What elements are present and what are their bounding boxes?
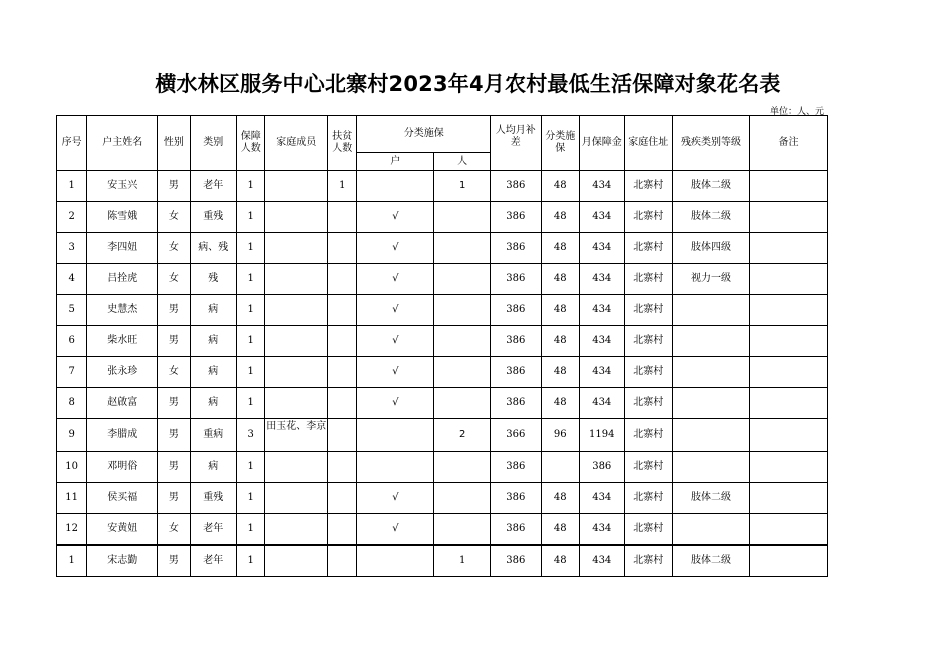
cell-monthly: 434 — [580, 202, 625, 233]
cell-class-amount: 48 — [541, 295, 579, 326]
cell-insured: 1 — [237, 388, 265, 419]
cell-members — [265, 233, 328, 264]
header-name: 户主姓名 — [87, 116, 158, 171]
cell-category: 重残 — [190, 483, 237, 514]
cell-name: 安黄妞 — [87, 514, 158, 546]
cell-remark — [749, 388, 827, 419]
cell-address: 北寨村 — [624, 233, 673, 264]
cell-class-amount: 48 — [541, 171, 579, 202]
cell-person — [434, 483, 491, 514]
header-disability: 残疾类别等级 — [673, 116, 750, 171]
header-class-amount: 分类施保 — [541, 116, 579, 171]
cell-seq: 9 — [57, 419, 87, 452]
cell-members — [265, 326, 328, 357]
table-row — [57, 171, 828, 202]
cell-household: √ — [357, 357, 434, 388]
cell-monthly: 434 — [580, 233, 625, 264]
header-category: 类别 — [190, 116, 237, 171]
cell-avg-subsidy: 386 — [490, 264, 541, 295]
cell-seq: 7 — [57, 357, 87, 388]
cell-poverty — [328, 357, 357, 388]
cell-address: 北寨村 — [624, 326, 673, 357]
cell-category: 残 — [190, 264, 237, 295]
table-row — [57, 264, 828, 295]
cell-person — [434, 514, 491, 546]
cell-name: 史慧杰 — [87, 295, 158, 326]
cell-remark — [749, 419, 827, 452]
header-row — [57, 116, 828, 153]
cell-monthly: 434 — [580, 326, 625, 357]
cell-person — [434, 388, 491, 419]
cell-household: √ — [357, 326, 434, 357]
header-household: 户 — [357, 153, 434, 171]
cell-address: 北寨村 — [624, 264, 673, 295]
cell-poverty — [328, 202, 357, 233]
cell-remark — [749, 171, 827, 202]
cell-avg-subsidy: 386 — [490, 514, 541, 546]
cell-household — [357, 452, 434, 483]
cell-remark — [749, 514, 827, 546]
cell-name: 宋志勤 — [87, 545, 158, 577]
cell-name: 柴水旺 — [87, 326, 158, 357]
cell-disability: 肢体二级 — [673, 171, 750, 202]
cell-class-amount: 48 — [541, 264, 579, 295]
cell-address: 北寨村 — [624, 388, 673, 419]
header-monthly: 月保障金 — [580, 116, 625, 171]
cell-address: 北寨村 — [624, 295, 673, 326]
cell-category: 重残 — [190, 202, 237, 233]
cell-name: 侯买福 — [87, 483, 158, 514]
cell-person — [434, 452, 491, 483]
cell-class-amount: 48 — [541, 202, 579, 233]
cell-insured: 1 — [237, 326, 265, 357]
cell-disability: 肢体二级 — [673, 202, 750, 233]
cell-person — [434, 202, 491, 233]
cell-class-amount: 48 — [541, 483, 579, 514]
cell-household: √ — [357, 202, 434, 233]
cell-members: 田玉花、李京 — [265, 419, 328, 452]
cell-gender: 女 — [158, 233, 190, 264]
cell-poverty — [328, 483, 357, 514]
cell-members — [265, 388, 328, 419]
cell-gender: 男 — [158, 388, 190, 419]
cell-gender: 男 — [158, 452, 190, 483]
cell-category: 老年 — [190, 545, 237, 577]
cell-name: 赵啟富 — [87, 388, 158, 419]
cell-poverty — [328, 233, 357, 264]
cell-gender: 女 — [158, 202, 190, 233]
cell-members — [265, 264, 328, 295]
cell-poverty — [328, 264, 357, 295]
cell-avg-subsidy: 386 — [490, 452, 541, 483]
cell-address: 北寨村 — [624, 514, 673, 546]
cell-members — [265, 295, 328, 326]
cell-name: 李腊成 — [87, 419, 158, 452]
cell-class-amount: 48 — [541, 357, 579, 388]
cell-category: 病 — [190, 357, 237, 388]
cell-insured: 1 — [237, 514, 265, 546]
cell-household: √ — [357, 295, 434, 326]
cell-name: 张永珍 — [87, 357, 158, 388]
cell-disability — [673, 326, 750, 357]
cell-class-amount: 48 — [541, 326, 579, 357]
cell-avg-subsidy: 386 — [490, 545, 541, 577]
cell-remark — [749, 452, 827, 483]
table-row — [57, 545, 828, 577]
cell-insured: 1 — [237, 233, 265, 264]
header-person: 人 — [434, 153, 491, 171]
cell-disability — [673, 357, 750, 388]
cell-category: 病 — [190, 295, 237, 326]
cell-poverty — [328, 388, 357, 419]
cell-remark — [749, 545, 827, 577]
cell-person — [434, 233, 491, 264]
cell-monthly: 434 — [580, 545, 625, 577]
cell-poverty — [328, 452, 357, 483]
cell-remark — [749, 264, 827, 295]
cell-remark — [749, 295, 827, 326]
cell-household — [357, 419, 434, 452]
cell-address: 北寨村 — [624, 483, 673, 514]
cell-gender: 男 — [158, 295, 190, 326]
cell-name: 李四妞 — [87, 233, 158, 264]
cell-insured: 1 — [237, 264, 265, 295]
cell-address: 北寨村 — [624, 419, 673, 452]
cell-gender: 男 — [158, 545, 190, 577]
cell-avg-subsidy: 366 — [490, 419, 541, 452]
cell-disability — [673, 388, 750, 419]
cell-name: 安玉兴 — [87, 171, 158, 202]
header-remark: 备注 — [749, 116, 827, 171]
cell-name: 邓明俗 — [87, 452, 158, 483]
cell-monthly: 434 — [580, 483, 625, 514]
cell-disability: 视力一级 — [673, 264, 750, 295]
cell-seq: 3 — [57, 233, 87, 264]
cell-disability: 肢体二级 — [673, 483, 750, 514]
table-row — [57, 452, 828, 483]
cell-person: 1 — [434, 171, 491, 202]
cell-poverty — [328, 419, 357, 452]
cell-class-amount: 48 — [541, 545, 579, 577]
cell-monthly: 386 — [580, 452, 625, 483]
cell-person: 2 — [434, 419, 491, 452]
cell-insured: 1 — [237, 295, 265, 326]
cell-avg-subsidy: 386 — [490, 202, 541, 233]
cell-person — [434, 264, 491, 295]
cell-monthly: 434 — [580, 357, 625, 388]
cell-class-amount — [541, 452, 579, 483]
cell-insured: 1 — [237, 545, 265, 577]
header-seq: 序号 — [57, 116, 87, 171]
cell-gender: 男 — [158, 483, 190, 514]
cell-avg-subsidy: 386 — [490, 233, 541, 264]
cell-monthly: 1194 — [580, 419, 625, 452]
cell-poverty — [328, 545, 357, 577]
cell-seq: 6 — [57, 326, 87, 357]
cell-avg-subsidy: 386 — [490, 326, 541, 357]
table-row — [57, 483, 828, 514]
table-row — [57, 295, 828, 326]
cell-seq: 1 — [57, 171, 87, 202]
cell-disability: 肢体二级 — [673, 545, 750, 577]
header-classified: 分类施保 — [357, 116, 491, 153]
cell-household: √ — [357, 483, 434, 514]
cell-household: √ — [357, 514, 434, 546]
cell-monthly: 434 — [580, 388, 625, 419]
cell-address: 北寨村 — [624, 452, 673, 483]
cell-members — [265, 171, 328, 202]
cell-gender: 女 — [158, 357, 190, 388]
cell-insured: 3 — [237, 419, 265, 452]
cell-poverty — [328, 326, 357, 357]
table-row — [57, 202, 828, 233]
cell-members — [265, 452, 328, 483]
cell-poverty — [328, 514, 357, 546]
cell-insured: 1 — [237, 483, 265, 514]
header-poverty: 扶贫人数 — [328, 116, 357, 171]
cell-person — [434, 357, 491, 388]
cell-category: 病 — [190, 388, 237, 419]
cell-remark — [749, 357, 827, 388]
cell-members — [265, 514, 328, 546]
cell-seq: 4 — [57, 264, 87, 295]
cell-avg-subsidy: 386 — [490, 295, 541, 326]
cell-category: 病 — [190, 452, 237, 483]
cell-category: 老年 — [190, 171, 237, 202]
cell-remark — [749, 326, 827, 357]
cell-seq: 11 — [57, 483, 87, 514]
cell-members — [265, 545, 328, 577]
cell-household — [357, 171, 434, 202]
cell-insured: 1 — [237, 452, 265, 483]
cell-monthly: 434 — [580, 264, 625, 295]
cell-members — [265, 357, 328, 388]
cell-household: √ — [357, 233, 434, 264]
cell-seq: 8 — [57, 388, 87, 419]
header-gender: 性别 — [158, 116, 190, 171]
cell-gender: 男 — [158, 171, 190, 202]
cell-gender: 女 — [158, 514, 190, 546]
cell-monthly: 434 — [580, 295, 625, 326]
cell-household: √ — [357, 264, 434, 295]
cell-remark — [749, 202, 827, 233]
cell-avg-subsidy: 386 — [490, 171, 541, 202]
cell-disability — [673, 452, 750, 483]
cell-person — [434, 295, 491, 326]
cell-gender: 女 — [158, 264, 190, 295]
cell-category: 病 — [190, 326, 237, 357]
cell-household — [357, 545, 434, 577]
unit-label: 单位：人、元 — [769, 107, 824, 117]
table-row — [57, 419, 828, 452]
cell-category: 重病 — [190, 419, 237, 452]
cell-members — [265, 202, 328, 233]
cell-seq: 5 — [57, 295, 87, 326]
cell-poverty — [328, 295, 357, 326]
cell-person: 1 — [434, 545, 491, 577]
header-avg-subsidy: 人均月补差 — [490, 116, 541, 171]
cell-address: 北寨村 — [624, 171, 673, 202]
roster-table — [56, 115, 828, 577]
cell-insured: 1 — [237, 171, 265, 202]
cell-gender: 男 — [158, 326, 190, 357]
header-insured: 保障人数 — [237, 116, 265, 171]
cell-remark — [749, 483, 827, 514]
cell-seq: 1 — [57, 545, 87, 577]
header-members: 家庭成员 — [265, 116, 328, 171]
table-row — [57, 233, 828, 264]
cell-category: 老年 — [190, 514, 237, 546]
cell-avg-subsidy: 386 — [490, 388, 541, 419]
cell-seq: 12 — [57, 514, 87, 546]
cell-address: 北寨村 — [624, 357, 673, 388]
cell-insured: 1 — [237, 202, 265, 233]
cell-disability — [673, 295, 750, 326]
header-address: 家庭住址 — [624, 116, 673, 171]
cell-name: 吕拴虎 — [87, 264, 158, 295]
cell-class-amount: 48 — [541, 233, 579, 264]
cell-class-amount: 96 — [541, 419, 579, 452]
cell-disability — [673, 514, 750, 546]
cell-person — [434, 326, 491, 357]
table-row — [57, 326, 828, 357]
cell-members — [265, 483, 328, 514]
cell-disability: 肢体四级 — [673, 233, 750, 264]
table-row — [57, 388, 828, 419]
cell-avg-subsidy: 386 — [490, 357, 541, 388]
cell-monthly: 434 — [580, 514, 625, 546]
cell-seq: 2 — [57, 202, 87, 233]
cell-category: 病、残 — [190, 233, 237, 264]
cell-seq: 10 — [57, 452, 87, 483]
cell-gender: 男 — [158, 419, 190, 452]
cell-disability — [673, 419, 750, 452]
cell-insured: 1 — [237, 357, 265, 388]
cell-class-amount: 48 — [541, 514, 579, 546]
cell-address: 北寨村 — [624, 202, 673, 233]
cell-remark — [749, 233, 827, 264]
table-row — [57, 514, 828, 546]
page-title: 横水林区服务中心北寨村2023年4月农村最低生活保障对象花名表 — [155, 72, 781, 96]
cell-name: 陈雪娥 — [87, 202, 158, 233]
table-row — [57, 357, 828, 388]
cell-avg-subsidy: 386 — [490, 483, 541, 514]
cell-monthly: 434 — [580, 171, 625, 202]
cell-class-amount: 48 — [541, 388, 579, 419]
cell-household: √ — [357, 388, 434, 419]
cell-address: 北寨村 — [624, 545, 673, 577]
cell-poverty: 1 — [328, 171, 357, 202]
